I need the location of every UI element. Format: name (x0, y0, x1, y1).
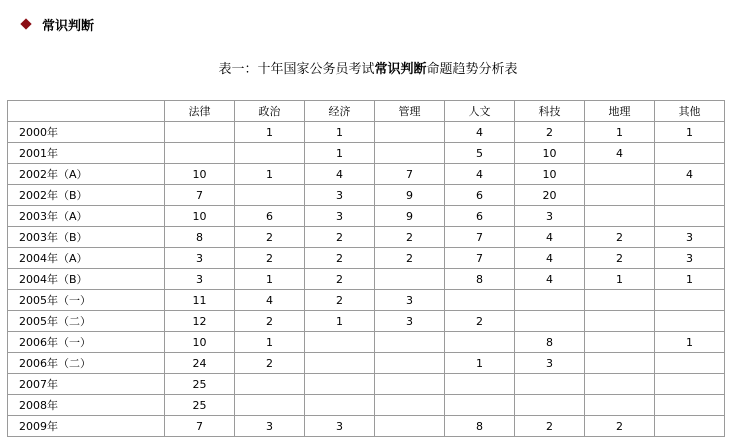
table-header-row (8, 101, 725, 122)
header-cell: 科技 (515, 101, 585, 122)
table-cell: 2 (305, 248, 375, 269)
table-cell: 7 (445, 248, 515, 269)
table-cell: 3 (655, 227, 725, 248)
table-cell (235, 185, 305, 206)
table-row (8, 416, 725, 437)
table-cell: 2 (445, 311, 515, 332)
header-cell: 地理 (585, 101, 655, 122)
table-cell: 10 (165, 164, 235, 185)
row-label-cell: 2008年 (8, 395, 165, 416)
table-cell: 10 (515, 164, 585, 185)
table-cell: 2 (585, 227, 655, 248)
table-cell: 1 (305, 143, 375, 164)
table-cell (585, 395, 655, 416)
table-cell (305, 374, 375, 395)
table-cell (375, 122, 445, 143)
row-label-cell: 2004年（B） (8, 269, 165, 290)
table-cell: 1 (235, 332, 305, 353)
header-cell: 人文 (445, 101, 515, 122)
table-cell (165, 122, 235, 143)
table-cell (445, 290, 515, 311)
table-cell: 3 (165, 269, 235, 290)
table-cell (585, 206, 655, 227)
table-cell (655, 185, 725, 206)
table-cell: 4 (445, 122, 515, 143)
table-cell: 4 (445, 164, 515, 185)
row-label-cell: 2003年（A） (8, 206, 165, 227)
table-cell: 7 (165, 416, 235, 437)
header-cell: 政治 (235, 101, 305, 122)
table-cell (375, 395, 445, 416)
table-cell (655, 416, 725, 437)
row-label-cell: 2005年（一） (8, 290, 165, 311)
table-cell: 7 (165, 185, 235, 206)
table-cell: 10 (515, 143, 585, 164)
table-cell (445, 395, 515, 416)
table-cell: 3 (515, 206, 585, 227)
table-cell: 2 (235, 248, 305, 269)
table-cell (585, 353, 655, 374)
section-title: 常识判断 (42, 18, 95, 34)
caption-suffix: 命题趋势分析表 (426, 62, 518, 77)
table-cell (515, 290, 585, 311)
row-label-cell: 2002年（B） (8, 185, 165, 206)
table-cell: 10 (165, 206, 235, 227)
section-header (22, 14, 94, 34)
table-cell: 3 (235, 416, 305, 437)
table-cell (375, 374, 445, 395)
diamond-bullet-icon (20, 18, 31, 29)
table-cell: 1 (585, 269, 655, 290)
row-label-cell: 2000年 (8, 122, 165, 143)
table-cell (445, 374, 515, 395)
table-cell: 2 (305, 269, 375, 290)
header-cell-corner (8, 101, 165, 122)
table-row (8, 395, 725, 416)
table-cell: 7 (445, 227, 515, 248)
table-cell: 3 (515, 353, 585, 374)
table-cell (585, 164, 655, 185)
table-cell: 1 (305, 122, 375, 143)
table-cell: 5 (445, 143, 515, 164)
table-row (8, 332, 725, 353)
table-cell (375, 143, 445, 164)
table-row (8, 311, 725, 332)
table-row (8, 143, 725, 164)
table-cell: 3 (655, 248, 725, 269)
table-cell (165, 143, 235, 164)
table-cell (235, 395, 305, 416)
table-cell: 6 (235, 206, 305, 227)
table-cell: 25 (165, 395, 235, 416)
table-cell (655, 290, 725, 311)
row-label-cell: 2009年 (8, 416, 165, 437)
table-cell (375, 332, 445, 353)
table-row (8, 122, 725, 143)
caption-bold: 常识判断 (374, 62, 427, 77)
table-cell (655, 374, 725, 395)
table-cell: 1 (305, 311, 375, 332)
table-cell (655, 311, 725, 332)
table-cell: 2 (515, 122, 585, 143)
table-cell (655, 395, 725, 416)
caption-prefix: 表一：十年国家公务员考试 (218, 62, 375, 77)
header-cell: 经济 (305, 101, 375, 122)
table-cell (375, 353, 445, 374)
table-cell (235, 374, 305, 395)
table-cell: 2 (235, 353, 305, 374)
row-label-cell: 2006年（一） (8, 332, 165, 353)
table-cell: 24 (165, 353, 235, 374)
table-cell: 1 (585, 122, 655, 143)
table-cell (585, 311, 655, 332)
table-cell: 2 (375, 227, 445, 248)
row-label-cell: 2007年 (8, 374, 165, 395)
row-label-cell: 2002年（A） (8, 164, 165, 185)
table-cell: 2 (515, 416, 585, 437)
table-cell: 1 (655, 269, 725, 290)
table-cell (375, 269, 445, 290)
table-cell: 3 (375, 311, 445, 332)
table-body (8, 122, 725, 437)
row-label-cell: 2005年（二） (8, 311, 165, 332)
table-row (8, 164, 725, 185)
table-cell: 11 (165, 290, 235, 311)
table-cell (515, 311, 585, 332)
table-cell (375, 416, 445, 437)
row-label-cell: 2001年 (8, 143, 165, 164)
table-cell (305, 332, 375, 353)
table-cell: 4 (515, 269, 585, 290)
table-row (8, 290, 725, 311)
table-row (8, 374, 725, 395)
table-cell: 10 (165, 332, 235, 353)
table-cell: 3 (305, 206, 375, 227)
table-cell: 4 (305, 164, 375, 185)
table-row (8, 269, 725, 290)
table-cell: 3 (305, 185, 375, 206)
table-cell: 3 (375, 290, 445, 311)
table-cell: 2 (305, 227, 375, 248)
table-cell: 4 (655, 164, 725, 185)
table-cell: 1 (655, 122, 725, 143)
row-label-cell: 2006年（二） (8, 353, 165, 374)
table-cell (445, 332, 515, 353)
table-cell: 4 (515, 248, 585, 269)
table-row (8, 206, 725, 227)
table-cell: 9 (375, 206, 445, 227)
table-cell (585, 374, 655, 395)
table-cell: 2 (585, 416, 655, 437)
table-cell: 1 (235, 164, 305, 185)
table-cell (515, 374, 585, 395)
table-caption (0, 58, 736, 77)
table-cell: 2 (375, 248, 445, 269)
table-cell: 25 (165, 374, 235, 395)
table-cell (585, 185, 655, 206)
table-cell: 4 (585, 143, 655, 164)
table-row (8, 353, 725, 374)
row-label-cell: 2004年（A） (8, 248, 165, 269)
table-cell: 2 (235, 311, 305, 332)
table-cell: 2 (585, 248, 655, 269)
table-cell (305, 353, 375, 374)
trend-table (7, 100, 725, 437)
table-cell: 8 (445, 416, 515, 437)
header-cell: 管理 (375, 101, 445, 122)
table-cell: 6 (445, 185, 515, 206)
table-cell (655, 143, 725, 164)
table-cell: 3 (305, 416, 375, 437)
table-cell: 12 (165, 311, 235, 332)
table-cell (585, 290, 655, 311)
table-cell: 2 (235, 227, 305, 248)
table-cell (235, 143, 305, 164)
table-cell: 6 (445, 206, 515, 227)
table-cell: 7 (375, 164, 445, 185)
table-row (8, 227, 725, 248)
header-cell: 法律 (165, 101, 235, 122)
table-cell: 1 (235, 122, 305, 143)
table-cell: 20 (515, 185, 585, 206)
table-cell: 1 (235, 269, 305, 290)
table-cell: 1 (655, 332, 725, 353)
table-cell (305, 395, 375, 416)
table-row (8, 248, 725, 269)
table-cell: 8 (515, 332, 585, 353)
header-cell: 其他 (655, 101, 725, 122)
table-cell (655, 353, 725, 374)
table-cell: 4 (515, 227, 585, 248)
table-cell: 1 (445, 353, 515, 374)
table-cell: 4 (235, 290, 305, 311)
table-cell: 2 (305, 290, 375, 311)
table-cell: 3 (165, 248, 235, 269)
table-cell (515, 395, 585, 416)
table-cell (655, 206, 725, 227)
table-row (8, 185, 725, 206)
table-cell: 9 (375, 185, 445, 206)
table-cell: 8 (165, 227, 235, 248)
table-cell: 8 (445, 269, 515, 290)
row-label-cell: 2003年（B） (8, 227, 165, 248)
table-cell (585, 332, 655, 353)
